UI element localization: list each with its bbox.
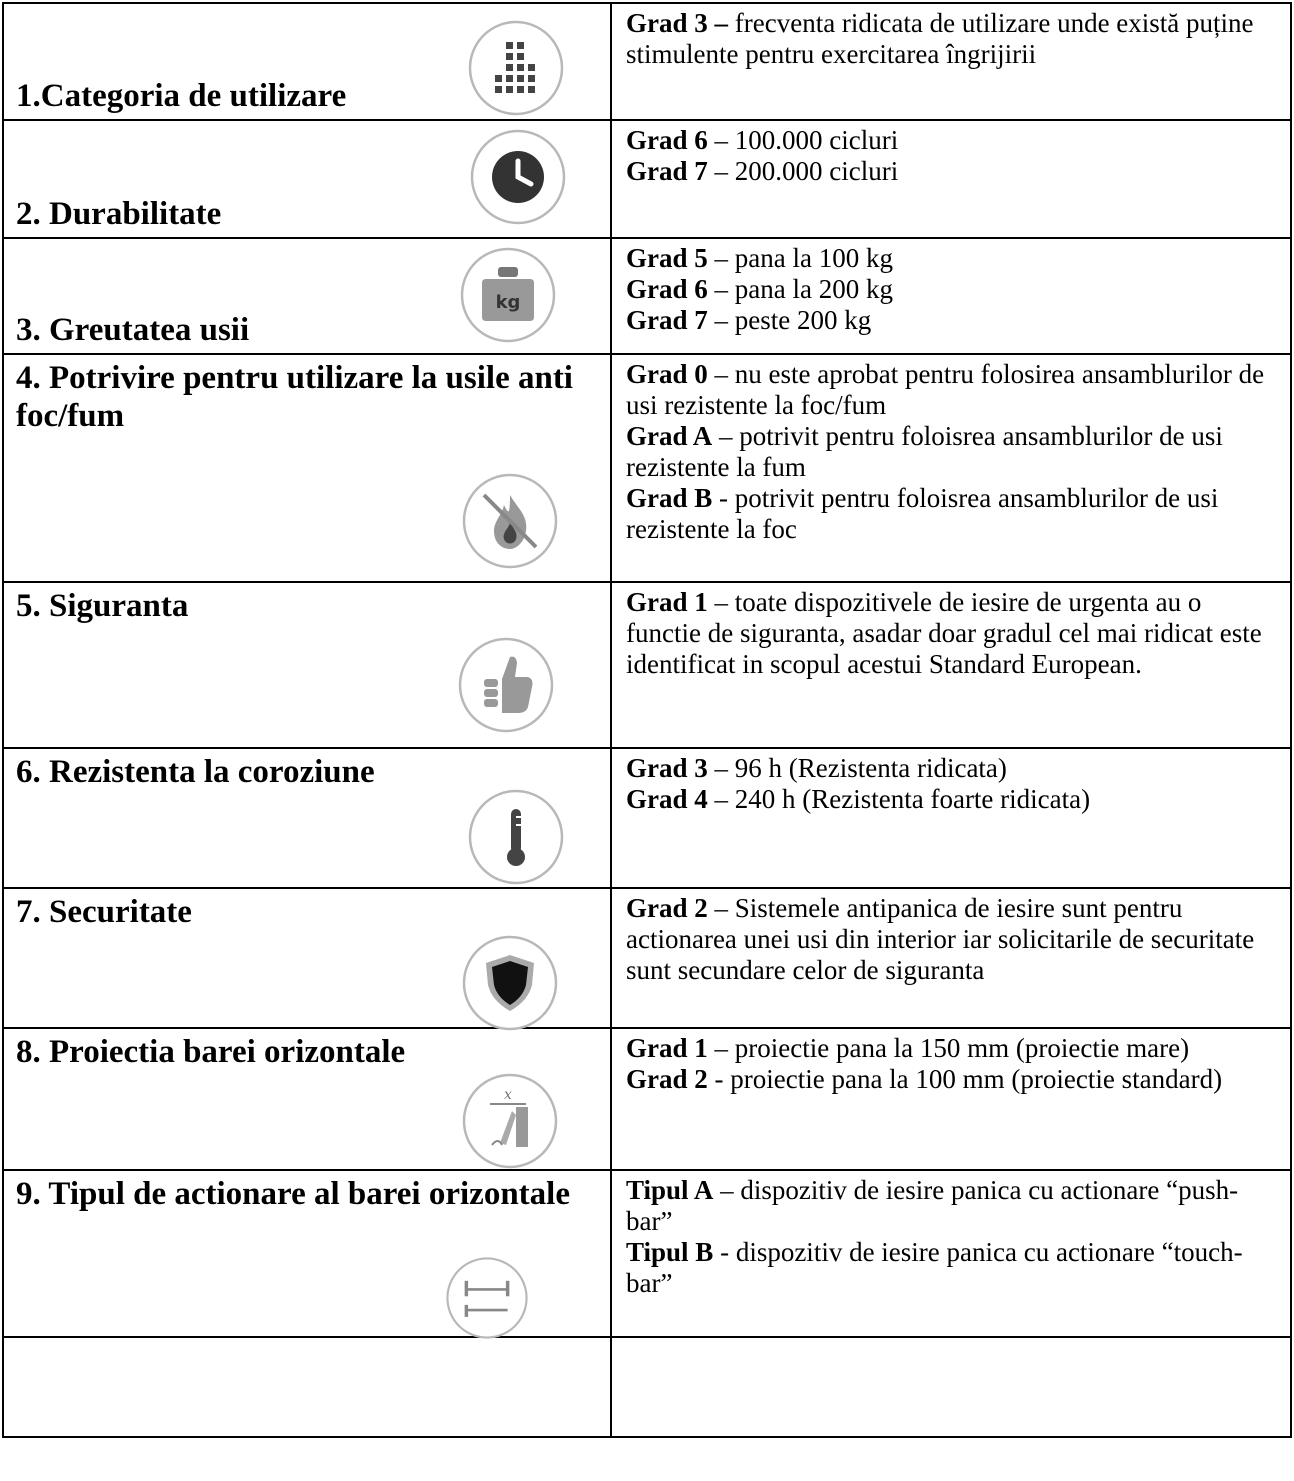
- description-cell: [611, 1337, 1291, 1437]
- property-title: 9. Tipul de actionare al barei orizontale: [16, 1176, 570, 1212]
- description-line: Grad 6 – 100.000 cicluri: [626, 125, 899, 155]
- description-line: Grad 5 – pana la 100 kg: [626, 243, 893, 273]
- table-row: [3, 888, 1291, 1028]
- table-row: [3, 1028, 1291, 1170]
- table-row: [3, 120, 1291, 238]
- table-row: [3, 582, 1291, 748]
- description-line: Grad 2 – Sistemele antipanica de iesire sunt pentru actionarea unei usi din interior iar solicitarile de securitate sunt secundare celor de siguranta: [626, 893, 1255, 985]
- description-line: Grad 1 – proiectie pana la 150 mm (proiectie mare): [626, 1033, 1190, 1063]
- description-line: Grad 6 – pana la 200 kg: [626, 274, 893, 304]
- property-title: 7. Securitate: [16, 894, 192, 930]
- table-row: [3, 354, 1291, 582]
- description-cell: [611, 3, 1291, 120]
- svg-text:kg: kg: [495, 292, 521, 313]
- description-line: Grad 3 – frecventa ridicata de utilizare unde există puține stimulente pentru exercitarea îngrijirii: [626, 8, 1254, 69]
- property-title: 1.Categoria de utilizare: [16, 78, 347, 114]
- weight-kg-icon: [458, 245, 558, 345]
- clock-icon: [468, 127, 568, 227]
- table-row: [3, 1170, 1291, 1337]
- description-line: Grad 7 – 200.000 cicluri: [626, 156, 899, 186]
- property-title: 2. Durabilitate: [16, 196, 222, 232]
- property-cell: [3, 1028, 611, 1170]
- description-line: Grad 3 – 96 h (Rezistenta ridicata): [626, 753, 1007, 783]
- description-line: Grad A – potrivit pentru foloisrea ansamblurilor de usi rezistente la fum: [626, 421, 1223, 482]
- property-cell: [3, 120, 611, 238]
- property-cell: [3, 3, 611, 120]
- description-cell: [611, 888, 1291, 1028]
- property-cell: [3, 1337, 611, 1437]
- description-line: Tipul B - dispozitiv de iesire panica cu actionare “touch-bar”: [626, 1237, 1243, 1298]
- description-line: Grad 0 – nu este aprobat pentru folosirea ansamblurilor de usi rezistente la foc/fum: [626, 359, 1265, 420]
- push-bar-icon: [444, 1255, 530, 1341]
- thermometer-icon: [466, 787, 566, 887]
- property-cell: [3, 354, 611, 582]
- property-cell: [3, 582, 611, 748]
- description-line: Grad 4 – 240 h (Rezistenta foarte ridicata): [626, 784, 1091, 814]
- description-line: Grad 7 – peste 200 kg: [626, 305, 872, 335]
- property-cell: [3, 888, 611, 1028]
- property-cell: [3, 238, 611, 354]
- description-cell: [611, 748, 1291, 888]
- property-title: 6. Rezistenta la coroziune: [16, 754, 375, 790]
- no-fire-icon: [460, 471, 560, 571]
- description-cell: [611, 120, 1291, 238]
- specification-table: [2, 2, 1292, 1438]
- property-title: 5. Siguranta: [16, 588, 189, 624]
- table-row: [3, 3, 1291, 120]
- property-title: 8. Proiectia barei orizontale: [16, 1034, 406, 1070]
- table-row: [3, 238, 1291, 354]
- description-line: Grad 1 – toate dispozitivele de iesire de urgenta au o functie de siguranta, asadar doar gradul cel mai ridicat este identificat in scopul acestui Standard European.: [626, 587, 1262, 679]
- property-title: 3. Greutatea usii: [16, 312, 250, 348]
- property-cell: [3, 748, 611, 888]
- bar-projection-icon: [460, 1071, 560, 1171]
- description-cell: [611, 354, 1291, 582]
- svg-text:x: x: [504, 1087, 512, 1103]
- thumbs-up-icon: [456, 635, 556, 735]
- description-cell: [611, 1170, 1291, 1337]
- table-row: [3, 748, 1291, 888]
- description-cell: [611, 582, 1291, 748]
- building-icon: [466, 18, 566, 118]
- description-line: Grad B - potrivit pentru foloisrea ansamblurilor de usi rezistente la foc: [626, 483, 1219, 544]
- description-cell: [611, 238, 1291, 354]
- description-line: Grad 2 - proiectie pana la 100 mm (proiectie standard): [626, 1064, 1223, 1094]
- shield-icon: [460, 933, 560, 1033]
- property-cell: [3, 1170, 611, 1337]
- description-line: Tipul A – dispozitiv de iesire panica cu actionare “push-bar”: [626, 1175, 1239, 1236]
- property-title: 4. Potrivire pentru utilizare la usile anti foc/fum: [16, 360, 573, 434]
- table-row: [3, 1337, 1291, 1437]
- description-cell: [611, 1028, 1291, 1170]
